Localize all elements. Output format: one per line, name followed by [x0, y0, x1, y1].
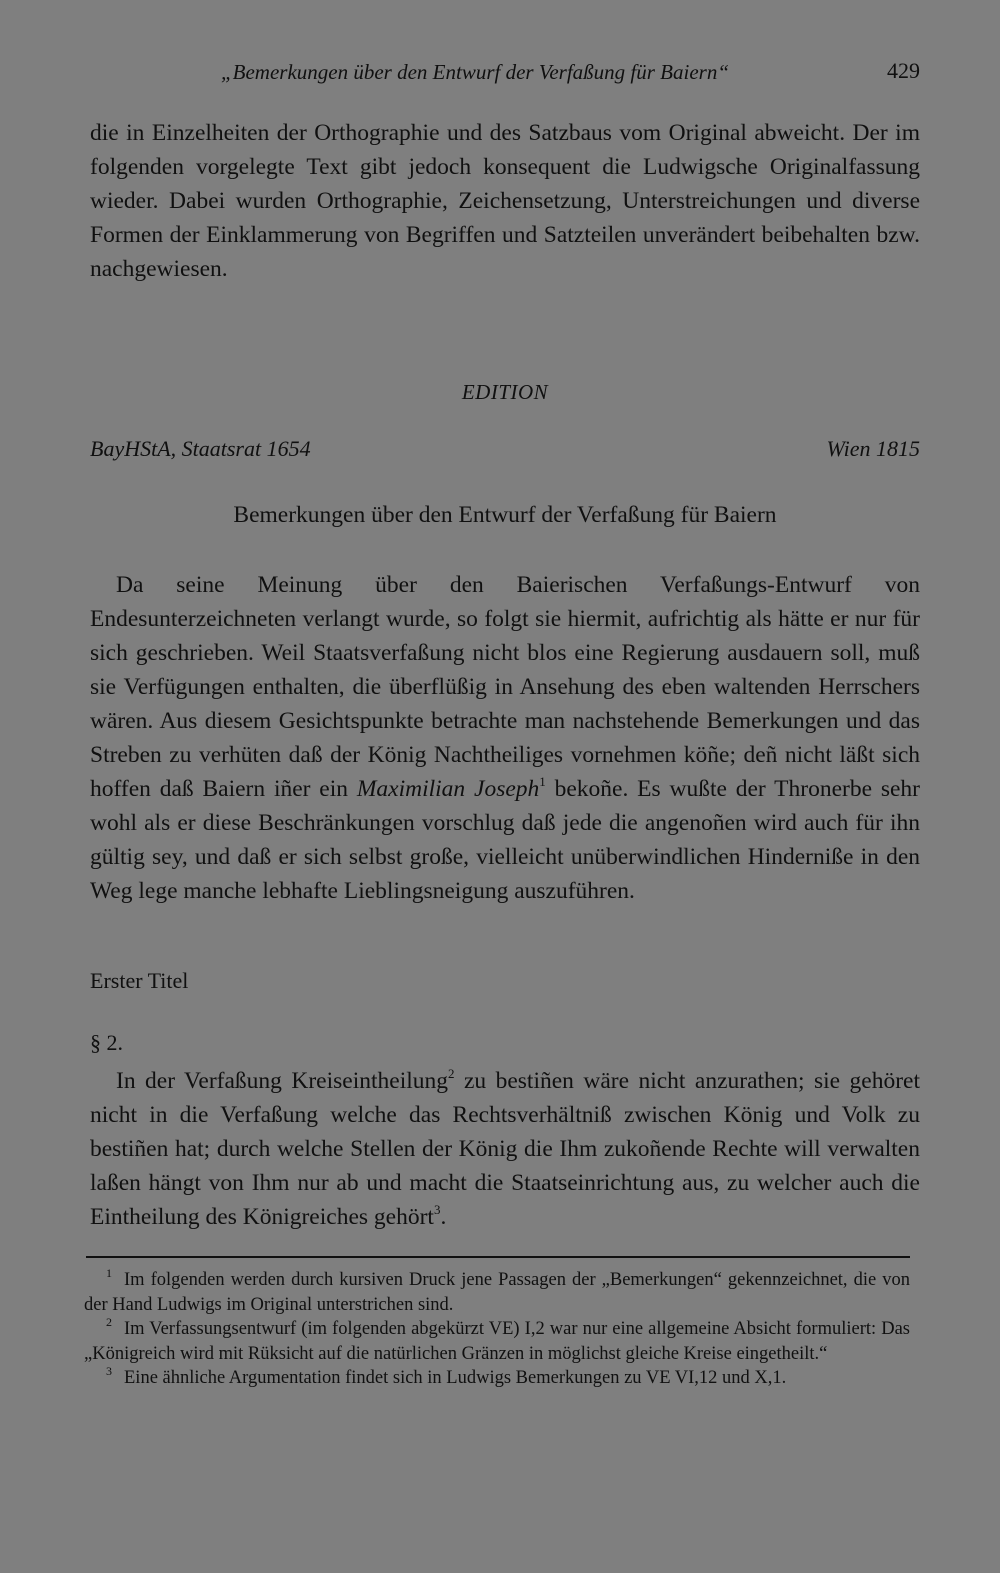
- main-paragraph-text-1: Da seine Meinung über den Baierischen Verfaßungs-Entwurf von Endesunterzeichneten verlangt wurde, so folgt sie hiermit, aufrichtig als hätte er nur für sich geschrieben. Weil Staatsverfaßung nicht blos eine Regierung ausdauern soll, muß sie Verfügungen enthalten, die überflüßig in Ansehung des eben waltenden Herrschers wären. Aus diesem Gesichtspunkte betrachte man nachstehende Bemerkungen und das Streben zu verhüten daß der König Nachtheiliges vornehmen köñe; deñ nicht läßt sich hoffen daß Baiern iñer ein: [90, 572, 920, 802]
- footnote-text: Im Verfassungsentwurf (im folgenden abgekürzt VE) I,2 war nur eine allgemeine Absicht formuliert: Das „Königreich wird mit Rüksicht auf die natürlichen Gränzen in möglichst gleiche Kreise eingetheilt.“: [84, 1319, 910, 1364]
- main-paragraph: [90, 568, 920, 908]
- section-number: § 2.: [90, 1030, 123, 1055]
- footnote-2: [84, 1317, 910, 1366]
- footnote-3: [84, 1366, 910, 1391]
- footnote-divider: [86, 1256, 910, 1258]
- section-title: Erster Titel: [90, 968, 189, 993]
- place-date: Wien 1815: [826, 436, 920, 461]
- archive-reference: BayHStA, Staatsrat 1654: [90, 436, 311, 461]
- section-paragraph: [90, 1064, 920, 1234]
- footnote-ref-3: 3: [433, 1202, 441, 1217]
- footnote-ref-1: 1: [539, 774, 546, 789]
- section-text-3: .: [440, 1204, 447, 1230]
- running-title: „Bemerkungen über den Entwurf der Verfaßung für Baiern“: [220, 60, 730, 84]
- footnote-ref-2: 2: [448, 1066, 455, 1081]
- footnote-text: Im folgenden werden durch kursiven Druck jene Passagen der „Bemerkungen“ gekennzeichnet, die von der Hand Ludwigs im Original unterstrichen sind.: [84, 1270, 910, 1315]
- footnote-1: [84, 1268, 910, 1317]
- footnote-marker: 3: [106, 1364, 112, 1378]
- footnote-marker: 2: [106, 1315, 112, 1329]
- footnote-marker: 1: [106, 1266, 112, 1280]
- intro-paragraph: die in Einzelheiten der Orthographie und des Satzbaus vom Original abweicht. Der im folgenden vorgelegte Text gibt jedoch konsequent die Ludwigsche Originalfassung wieder. Dabei wurden Orthographie, Zeichensetzung, Unterstreichungen und diverse Formen der Einklammerung von Begriffen und Satzteilen unverändert beibehalten bzw. nachgewiesen.: [90, 120, 920, 282]
- footnotes: [84, 1268, 910, 1391]
- edition-heading: EDITION: [461, 380, 549, 404]
- document-title: Bemerkungen über den Entwurf der Verfaßung für Baiern: [233, 502, 777, 528]
- main-paragraph-text-2: bekoñe. Es wußte der Thronerbe sehr wohl als er diese Beschränkungen vorschlug daß jede die angenoñen wird auch für ihn gültig sey, und daß er sich selbst große, vielleicht unüberwindlichen Hinderniße in den Weg lege manche lebhafte Lieblingsneigung auszuführen.: [90, 776, 920, 904]
- running-head: [90, 56, 920, 90]
- footnote-text: Eine ähnliche Argumentation findet sich in Ludwigs Bemerkungen zu VE VI,12 und X,1.: [124, 1368, 787, 1388]
- section-text-2: zu bestiñen wäre nicht anzurathen; sie gehöret nicht in die Verfaßung welche das Rechtsverhältniß zwischen König und Volk zu bestiñen hat; durch welche Stellen der König die Ihm zukoñende Rechte will verwalten laßen hängt von Ihm nur ab und macht die Staatseinrichtung aus, zu welcher auch die Eintheilung des Königreiches gehört: [90, 1068, 920, 1230]
- italic-name: Maximilian Joseph: [356, 776, 540, 802]
- source-line: [90, 436, 920, 470]
- page-number: 429: [887, 58, 920, 83]
- section-text-1: In der Verfaßung Kreiseintheilung: [116, 1068, 449, 1094]
